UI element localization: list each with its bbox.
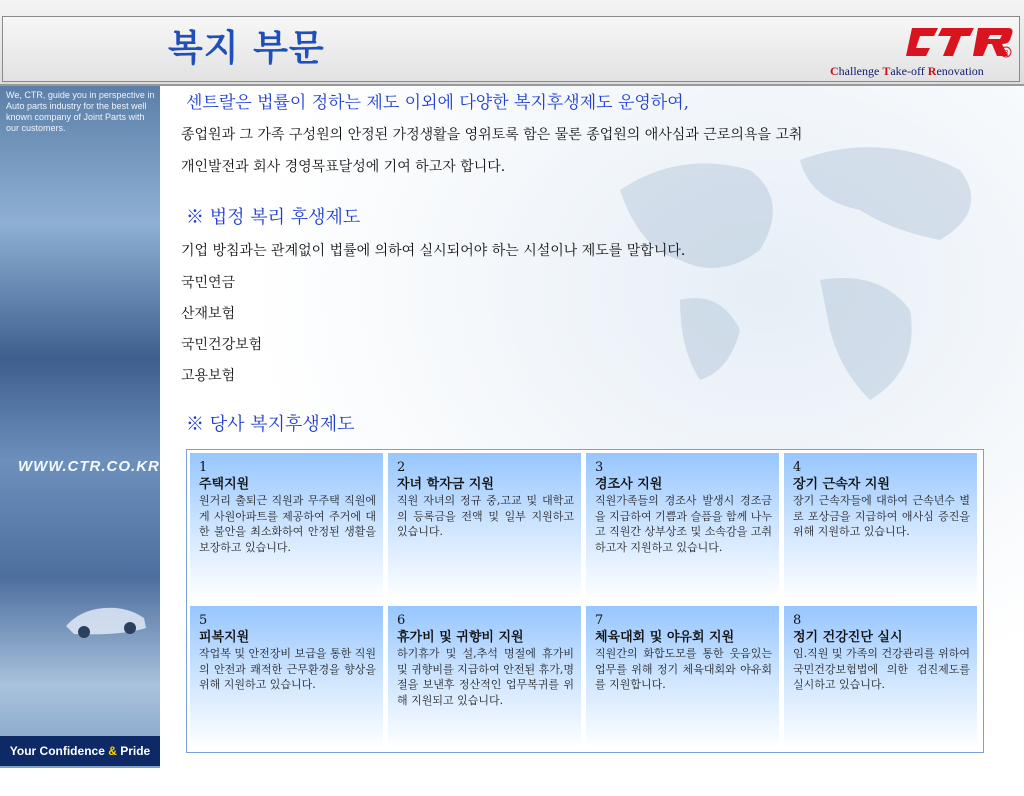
benefit-number: 2 bbox=[397, 460, 406, 475]
benefit-card-long-service bbox=[784, 453, 977, 600]
benefit-description: 직원간의 화합도모를 통한 웃음있는 업무를 위해 정기 체육대회와 야유회를 지원합니다. bbox=[595, 647, 772, 691]
registered-r: R bbox=[1003, 49, 1009, 57]
benefit-description: 원거리 출퇴근 직원과 무주택 직원에게 사원아파트를 제공하여 주거에 대한 불안을 최소화하여 안정된 생활을 보장하고 있습니다. bbox=[199, 494, 376, 554]
benefit-number: 1 bbox=[199, 460, 208, 475]
sidebar-url[interactable]: WWW.CTR.CO.KR bbox=[18, 458, 160, 475]
benefit-number: 6 bbox=[397, 613, 406, 628]
header-bar bbox=[0, 0, 1024, 86]
benefit-number: 7 bbox=[595, 613, 604, 628]
ctr-logo bbox=[904, 22, 1016, 62]
benefit-card-health-checkup bbox=[784, 606, 977, 749]
legal-item-health-insurance: 국민건강보험 bbox=[181, 337, 263, 353]
tagline-t: T bbox=[882, 64, 891, 78]
tagline bbox=[830, 64, 984, 79]
legal-item-employment-insurance: 고용보험 bbox=[181, 368, 236, 384]
benefit-title: 정기 건강진단 실시 bbox=[793, 630, 903, 645]
benefit-title: 휴가비 및 귀향비 지원 bbox=[397, 630, 524, 645]
benefit-number: 5 bbox=[199, 613, 208, 628]
benefit-card-housing bbox=[190, 453, 383, 600]
benefit-title: 경조사 지원 bbox=[595, 477, 663, 492]
tagline-r: R bbox=[927, 64, 937, 78]
page-title: 복지 부문 bbox=[168, 27, 325, 69]
benefit-card-vacation-allowance bbox=[388, 606, 581, 749]
benefit-number: 3 bbox=[595, 460, 604, 475]
benefits-grid bbox=[186, 449, 984, 753]
benefit-description: 직원가족들의 경조사 발생시 경조금을 지급하여 기쁨과 슬픔을 함께 나누고 직원간 상부상조 및 소속감을 고취하고자 지원하고 있습니다. bbox=[595, 494, 772, 554]
ctr-logo-mark bbox=[906, 28, 1013, 56]
sidebar-banner bbox=[0, 86, 160, 788]
benefit-description: 장기 근속자들에 대하여 근속년수 별로 포상금을 지급하여 애사심 증진을 위해 지원하고 있습니다. bbox=[793, 494, 970, 538]
slogan-ampersand: & bbox=[108, 744, 117, 758]
intro-line-2: 개인발전과 회사 경영목표달성에 기여 하고자 합니다. bbox=[181, 159, 506, 175]
company-welfare-heading: ※ 당사 복지후생제도 bbox=[186, 414, 355, 435]
benefit-number: 4 bbox=[793, 460, 802, 475]
tagline-enovation: enovation bbox=[936, 64, 984, 78]
benefit-title: 주택지원 bbox=[199, 477, 250, 492]
legal-item-national-pension: 국민연금 bbox=[181, 275, 236, 291]
benefit-number: 8 bbox=[793, 613, 802, 628]
benefit-description: 직원 자녀의 정규 중,고교 및 대학교의 등록금을 전액 및 일부 지원하고 있습니다. bbox=[397, 494, 574, 538]
slogan-part-a: Your Confidence bbox=[9, 744, 109, 758]
tagline-hallenge: hallenge bbox=[838, 64, 883, 78]
benefit-card-family-events bbox=[586, 453, 779, 600]
benefit-description: 임.직원 및 가족의 건강관리를 위하여 국민건강보험법에 의한 검진제도를 실시하고 있습니다. bbox=[793, 647, 970, 691]
benefit-title: 자녀 학자금 지원 bbox=[397, 477, 494, 492]
benefit-title: 체육대회 및 야유회 지원 bbox=[595, 630, 735, 645]
intro-line-1: 종업원과 그 가족 구성원의 안정된 가정생활을 영위토록 함은 물론 종업원의 애사심과 근로의욕을 고취 bbox=[181, 127, 803, 143]
sidebar-slogan bbox=[0, 736, 160, 788]
benefit-title: 장기 근속자 지원 bbox=[793, 477, 890, 492]
car-icon bbox=[60, 586, 150, 646]
benefit-description: 하기휴가 및 설,추석 명절에 휴가비 및 귀향비를 지급하여 안전된 휴가,명절을 보낸후 정산적인 업무복귀를 위해 지원되고 있습니다. bbox=[397, 647, 574, 707]
intro-heading: 센트랄은 법률이 정하는 제도 이외에 다양한 복지후생제도 운영하여, bbox=[186, 93, 690, 113]
sidebar-intro-text: We, CTR, guide you in perspective in Auto parts industry for the best well known company of Joint Parts with our customers. bbox=[6, 90, 155, 133]
benefit-card-sports-day bbox=[586, 606, 779, 749]
benefit-title: 피복지원 bbox=[199, 630, 250, 645]
legal-item-industrial-accident-insurance: 산재보험 bbox=[181, 306, 236, 322]
globe-watermark-icon bbox=[560, 110, 1020, 430]
benefit-description: 작업복 및 안전장비 보급을 통한 직원의 안전과 쾌적한 근무환경을 향상을 위해 지원하고 있습니다. bbox=[199, 647, 376, 691]
slogan-part-b: Pride with bbox=[68, 744, 151, 788]
tagline-c: C bbox=[830, 64, 839, 78]
legal-welfare-description: 기업 방침과는 관계없이 법률에 의하여 실시되어야 하는 시설이나 제도를 말합니다. bbox=[181, 243, 686, 259]
tagline-ake-off: ake-off bbox=[890, 64, 928, 78]
benefit-card-uniform bbox=[190, 606, 383, 749]
legal-welfare-heading: ※ 법정 복리 후생제도 bbox=[186, 207, 361, 228]
benefit-card-tuition bbox=[388, 453, 581, 600]
